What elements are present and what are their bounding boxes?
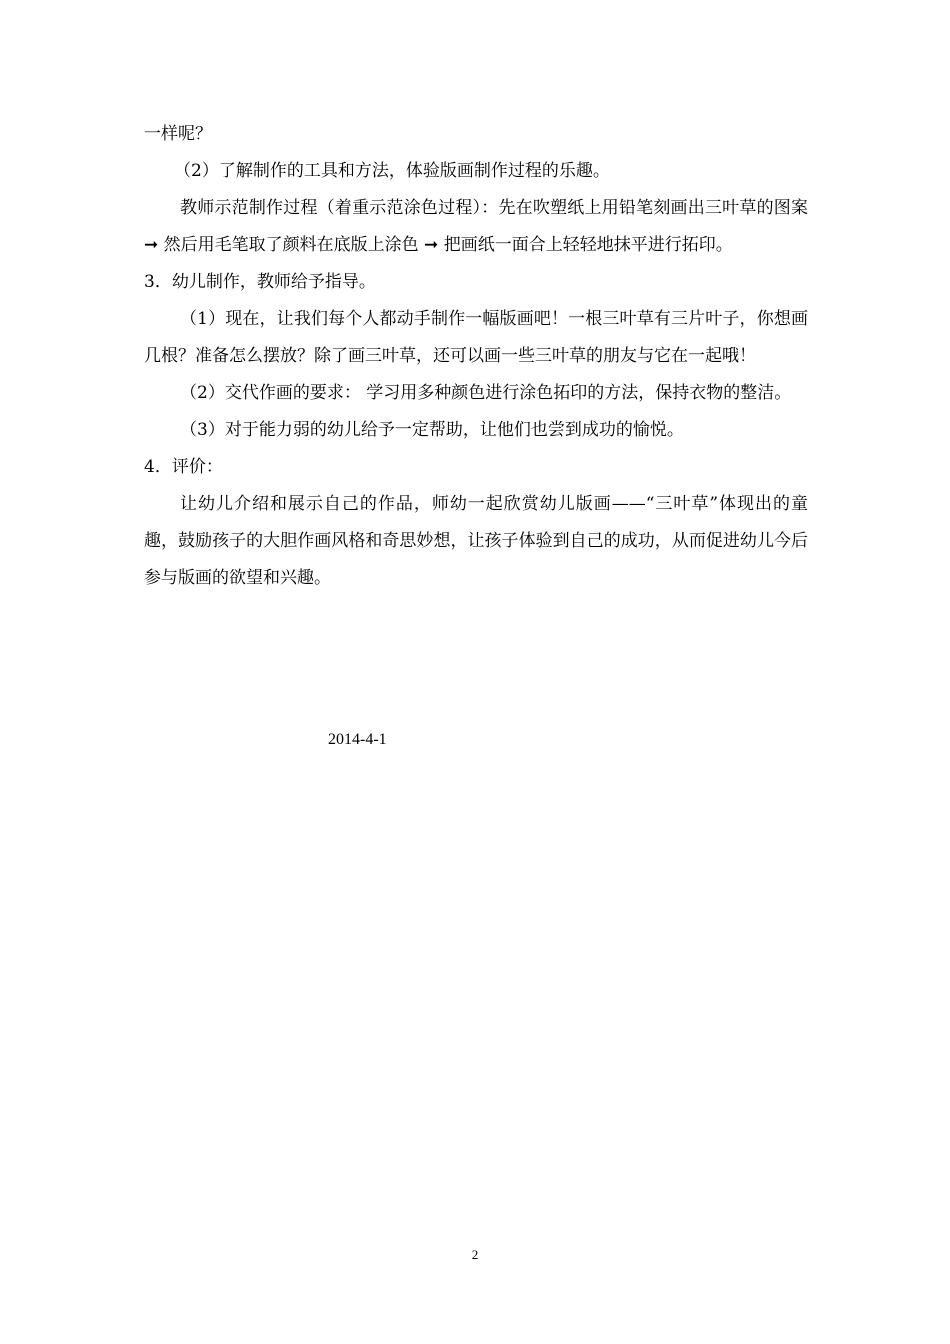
document-body [144,116,808,597]
paragraph-help: （3）对于能力弱的幼儿给予一定帮助，让他们也尝到成功的愉悦。 [180,420,684,440]
paragraph-requirements: （2）交代作画的要求： 学习用多种颜色进行涂色拓印的方法，保持衣物的整洁。 [180,383,792,403]
paragraph-evaluation: 让幼儿介绍和展示自己的作品，师幼一起欣赏幼儿版画——“三叶草”体现出的童趣，鼓励孩子的大胆作画风格和奇思妙想，让孩子体验到自己的成功，从而促进幼儿今后参与版画的欲望和兴趣。 [144,494,808,588]
page-number: 2 [471,1247,479,1262]
section-heading-4: 4．评价： [144,457,223,477]
paragraph-make-print: （1）现在，让我们每个人都动手制作一幅版画吧！一根三叶草有三片叶子，你想画几根？准备怎么摆放？除了画三叶草，还可以画一些三叶草的朋友与它在一起哦！ [144,309,808,366]
paragraph-continuation: 一样呢？ [144,124,212,144]
document-date: 2014-4-1 [328,731,387,748]
section-heading-3: 3．幼儿制作，教师给予指导。 [144,272,376,292]
paragraph-tools-methods: （2）了解制作的工具和方法，体验版画制作过程的乐趣。 [174,161,610,181]
paragraph-teacher-demo: 教师示范制作过程（着重示范涂色过程）：先在吹塑纸上用铅笔刻画出三叶草的图案 ➞ 然后用毛笔取了颜料在底版上涂色 ➞ 把画纸一面合上轻轻地抹平进行拓印。 [144,198,808,255]
